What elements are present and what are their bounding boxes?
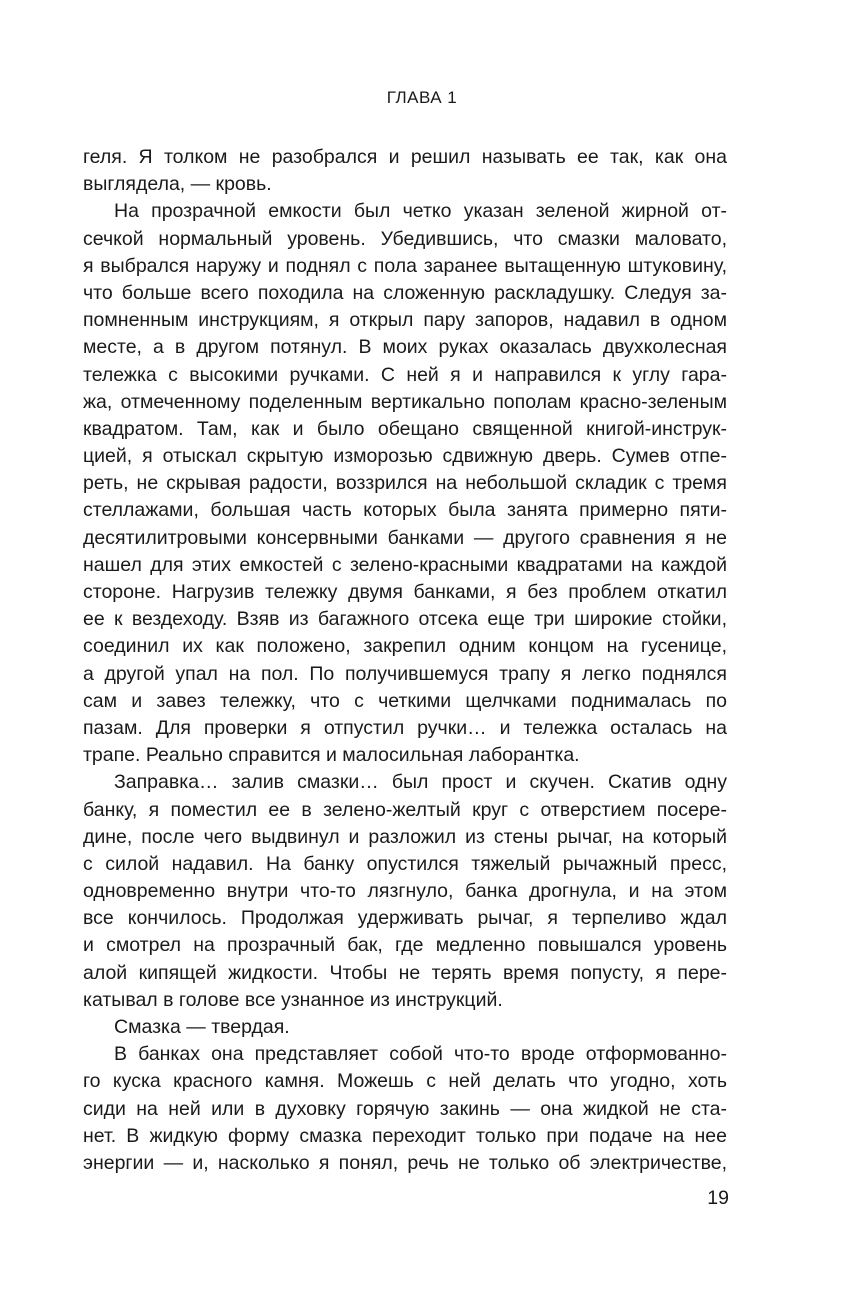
- text-line: Смазка — твердая.: [114, 1016, 290, 1038]
- text-line: В банках она представляет собой что-то вроде отформованно-: [114, 1043, 727, 1066]
- text-line: стороне. Нагрузив тележку двумя банками, я без проблем откатил: [83, 581, 727, 603]
- text-line: нет. В жидкую форму смазка переходит только при подаче на нее: [83, 1124, 727, 1147]
- text-line: банку, я поместил ее в зелено-желтый круг с отверстием посере-: [83, 798, 727, 821]
- text-line: стеллажами, большая часть которых была занята примерно пяти-: [83, 499, 727, 522]
- text-line: соединил их как положено, закрепил одним концом на гусенице,: [83, 635, 727, 658]
- text-line: квадратом. Там, как и было обещано священной книгой-инструк-: [83, 417, 727, 440]
- text-line: трапе. Реально справится и малосильная лаборантка.: [83, 744, 580, 767]
- text-line: нашел для этих емкостей с зелено-красными квадратами на каждой: [83, 553, 727, 576]
- text-line: одновременно внутри что-то лязгнуло, банка дрогнула, и на этом: [83, 880, 727, 903]
- text-line: тележка с высокими ручками. С ней я и направился к углу гара-: [83, 363, 727, 386]
- text-line: все кончилось. Продолжая удерживать рычаг, я терпеливо ждал: [83, 907, 727, 930]
- text-line: цией, я отыскал скрытую изморозью сдвижную дверь. Сумев отпе-: [83, 445, 727, 468]
- page-number: 19: [707, 1187, 729, 1209]
- text-line: помненным инструкциям, я открыл пару запоров, надавил в одном: [83, 309, 727, 332]
- text-line: сечкой нормальный уровень. Убедившись, что смазки маловато,: [83, 227, 727, 250]
- text-line: алой кипящей жидкости. Чтобы не терять время попусту, я пере-: [83, 961, 727, 984]
- text-line: месте, а в другом потянул. В моих руках оказалась двухколесная: [83, 336, 727, 359]
- text-line: десятилитровыми консервными банками — другого сравнения я не: [83, 526, 727, 549]
- text-line: го куска красного камня. Можешь с ней делать что угодно, хоть: [83, 1070, 727, 1093]
- text-line: я выбрался наружу и поднял с пола заранее вытащенную штуковину,: [83, 254, 727, 277]
- text-line: катывал в голове все узнанное из инструкций.: [83, 988, 503, 1011]
- text-line: пазам. Для проверки я отпустил ручки… и тележка осталась на: [83, 716, 727, 739]
- text-line: что больше всего походила на сложенную раскладушку. Следуя за-: [83, 281, 727, 304]
- text-line: с силой надавил. На банку опустился тяжелый рычажный пресс,: [83, 852, 727, 875]
- text-line: ее к вездеходу. Взяв из багажного отсека еще три широкие стойки,: [83, 608, 727, 631]
- text-line: выглядела, — кровь.: [83, 173, 272, 196]
- text-line: На прозрачной емкости был четко указан зеленой жирной от-: [114, 200, 727, 223]
- running-head: ГЛАВА 1: [386, 88, 458, 107]
- text-line: а другой упал на пол. По получившемуся трапу я легко поднялся: [83, 662, 727, 685]
- text-line: реть, не скрывая радости, воззрился на небольшой складик с тремя: [83, 472, 727, 495]
- text-line: геля. Я толком не разобрался и решил называть ее так, как она: [83, 146, 727, 168]
- text-line: сиди на ней или в духовку горячую закинь — она жидкой не ста-: [83, 1097, 727, 1120]
- text-line: сам и завез тележку, что с четкими щелчками поднималась по: [83, 689, 727, 712]
- text-line: жа, отмеченному поделенным вертикально пополам красно-зеленым: [83, 390, 727, 413]
- body-text: [83, 144, 727, 1177]
- text-line: Заправка… залив смазки… был прост и скучен. Скатив одну: [114, 771, 727, 794]
- text-line: энергии — и, насколько я понял, речь не только об электричестве,: [83, 1151, 727, 1174]
- text-line: и смотрел на прозрачный бак, где медленно повышался уровень: [83, 934, 727, 957]
- text-line: дине, после чего выдвинул и разложил из стены рычаг, на который: [83, 825, 727, 848]
